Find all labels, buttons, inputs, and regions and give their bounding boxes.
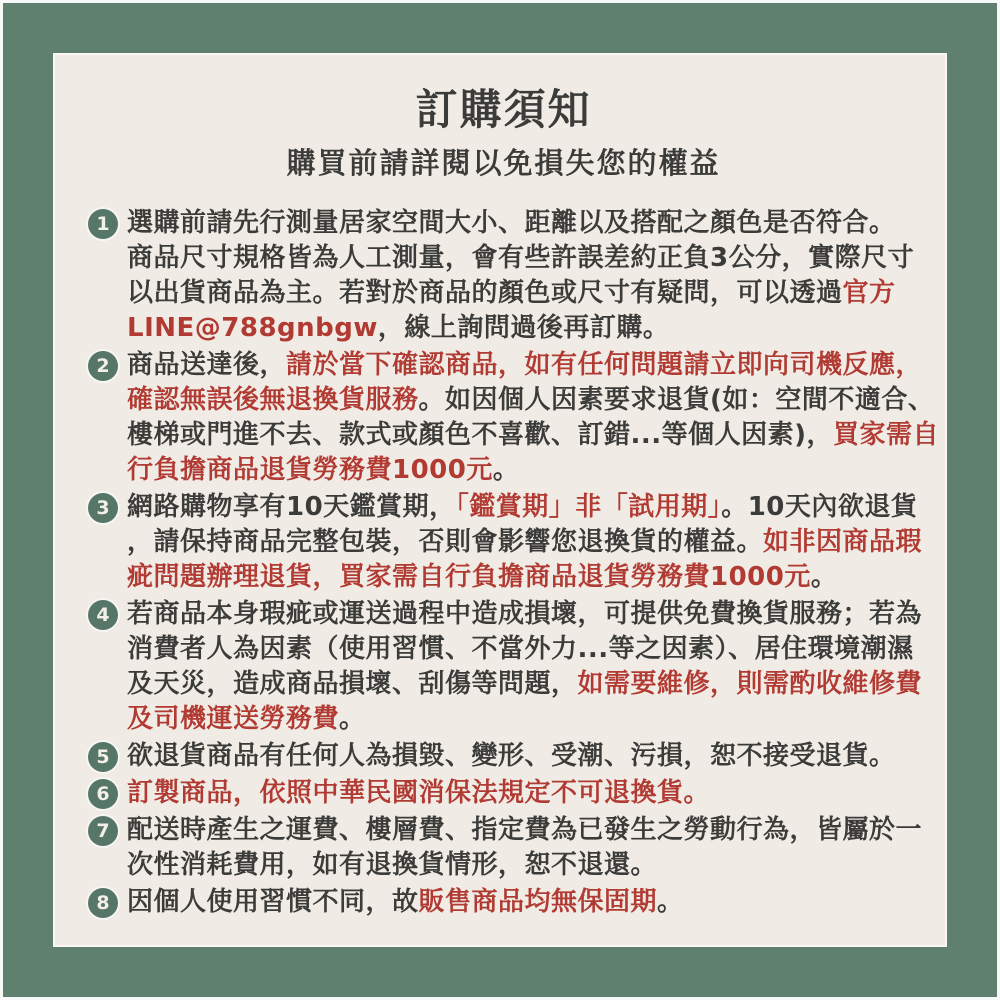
notice-text-line: [127, 597, 923, 632]
notice-text-red-segment: 販售商品均無保固期: [418, 887, 658, 917]
notice-text-red-segment: 官方: [842, 278, 896, 308]
notice-text-line: [127, 206, 919, 241]
notice-text-line: [127, 383, 935, 418]
notice-text-segment: 次性消耗費用，如有退換貨情形，恕不退還。: [127, 850, 658, 880]
notice-card: [53, 53, 947, 947]
notice-text-line: [127, 276, 919, 311]
notice-text-line: [127, 560, 919, 595]
notice-number-badge: 2: [88, 351, 118, 381]
notice-item: [88, 597, 923, 737]
notice-text-red-segment: 「鑑賞期」非「試用期」: [455, 492, 722, 522]
notice-text-red-segment: 行負擔商品退貨勞務費1000元: [127, 455, 493, 485]
notice-lines: [127, 885, 919, 920]
notice-text-line: [127, 739, 919, 774]
notice-text-line: [127, 241, 919, 276]
page-subtitle: 購買前請詳閱以免損失您的權益: [286, 146, 721, 180]
notice-text-segment: 樓梯或門進不去、款式或顏色不喜歡、訂錯...等個人因素)，: [127, 420, 834, 450]
notice-number-badge: 6: [88, 779, 118, 809]
notice-item: [88, 206, 919, 346]
notice-item: [88, 739, 919, 774]
notice-text-red-segment: 確認無誤後無退換貨服務: [127, 385, 419, 415]
notice-text-segment: 。10天內欲退貨: [721, 492, 918, 522]
notice-text-line: [127, 525, 923, 560]
notice-item: [88, 776, 919, 811]
notice-text-segment: ，線上詢問過後再訂購。: [377, 313, 670, 343]
notice-text-line: [127, 776, 919, 811]
notice-lines: [127, 597, 923, 737]
notice-number-badge: 4: [88, 600, 118, 630]
notice-list: [88, 206, 940, 920]
notice-text-segment: 。: [492, 455, 520, 485]
notice-text-red-segment: 疵問題辦理退貨，買家需自行負擔商品退貨勞務費1000元: [127, 562, 811, 592]
notice-lines: [127, 776, 919, 811]
notice-text-line: [127, 632, 919, 667]
notice-number-badge: 7: [88, 816, 118, 846]
notice-lines: [127, 813, 923, 883]
notice-text-line: [127, 702, 919, 737]
notice-text-segment: 因個人使用習慣不同，故: [127, 887, 419, 917]
notice-text-red-segment: LINE@788gnbgw: [127, 313, 378, 343]
notice-text-segment: 商品尺寸規格皆為人工測量，會有些許誤差約正負3公分，實際尺寸: [127, 243, 915, 273]
notice-lines: [127, 490, 923, 595]
notice-text-segment: 若商品本身瑕疵或運送過程中造成損壞，可提供免費換貨服務；若為: [127, 599, 923, 629]
notice-text-segment: 及天災，造成商品損壞、刮傷等問題，: [127, 669, 578, 699]
notice-text-segment: 欲退貨商品有任何人為損毀、變形、受潮、污損，恕不接受退貨。: [127, 741, 896, 771]
notice-text-line: [127, 348, 923, 383]
notice-text-segment: 網路購物享有10天鑑賞期，: [127, 492, 456, 522]
notice-text-red-segment: 及司機運送勞務費: [127, 704, 340, 734]
notice-text-line: [127, 418, 940, 453]
notice-text-segment: 配送時產生之運費、樓層費、指定費為已發生之勞動行為，皆屬於一: [127, 815, 923, 845]
notice-text-segment: 商品送達後，: [127, 350, 287, 380]
notice-lines: [127, 739, 919, 774]
notice-number-badge: 8: [88, 888, 118, 918]
notice-text-segment: 。: [339, 704, 366, 734]
notice-text-segment: 消費者人為因素（使用習慣、不當外力...等之因素）、居住環境潮濕: [127, 634, 914, 664]
notice-item: [88, 490, 923, 595]
notice-text-line: [127, 885, 919, 920]
notice-lines: [127, 348, 940, 488]
notice-text-red-segment: 請於當下確認商品，如有任何問題請立即向司機反應，: [286, 350, 923, 380]
notice-text-line: [127, 311, 919, 346]
notice-text-segment: 。: [810, 562, 838, 592]
notice-text-line: [127, 453, 919, 488]
page-title: 訂購須知: [415, 85, 592, 134]
notice-text-line: [127, 490, 919, 525]
notice-item: [88, 885, 919, 920]
notice-number-badge: 1: [88, 209, 118, 239]
notice-text-line: [127, 667, 923, 702]
notice-lines: [127, 206, 919, 346]
notice-text-segment: 。如因個人因素要求退貨(如：空間不適合、: [418, 385, 935, 415]
notice-item: [88, 348, 940, 488]
notice-text-red-segment: 如需要維修，則需酌收維修費: [577, 669, 923, 699]
notice-text-segment: ，請保持商品完整包裝，否則會影響您退換貨的權益。: [127, 527, 764, 557]
notice-number-badge: 5: [88, 742, 118, 772]
notice-item: [88, 813, 923, 883]
notice-text-red-segment: 訂製商品，依照中華民國消保法規定不可退換貨。: [127, 778, 711, 808]
notice-text-red-segment: 買家需自: [833, 420, 940, 450]
notice-number-badge: 3: [88, 493, 118, 523]
notice-text-line: [127, 848, 919, 883]
notice-text-segment: 選購前請先行測量居家空間大小、距離以及搭配之顏色是否符合。: [127, 208, 896, 238]
notice-text-segment: 以出貨商品為主。若對於商品的顏色或尺寸有疑問，可以透過: [127, 278, 843, 308]
notice-text-red-segment: 如非因商品瑕: [763, 527, 923, 557]
notice-text-segment: 。: [657, 887, 684, 917]
notice-text-line: [127, 813, 923, 848]
